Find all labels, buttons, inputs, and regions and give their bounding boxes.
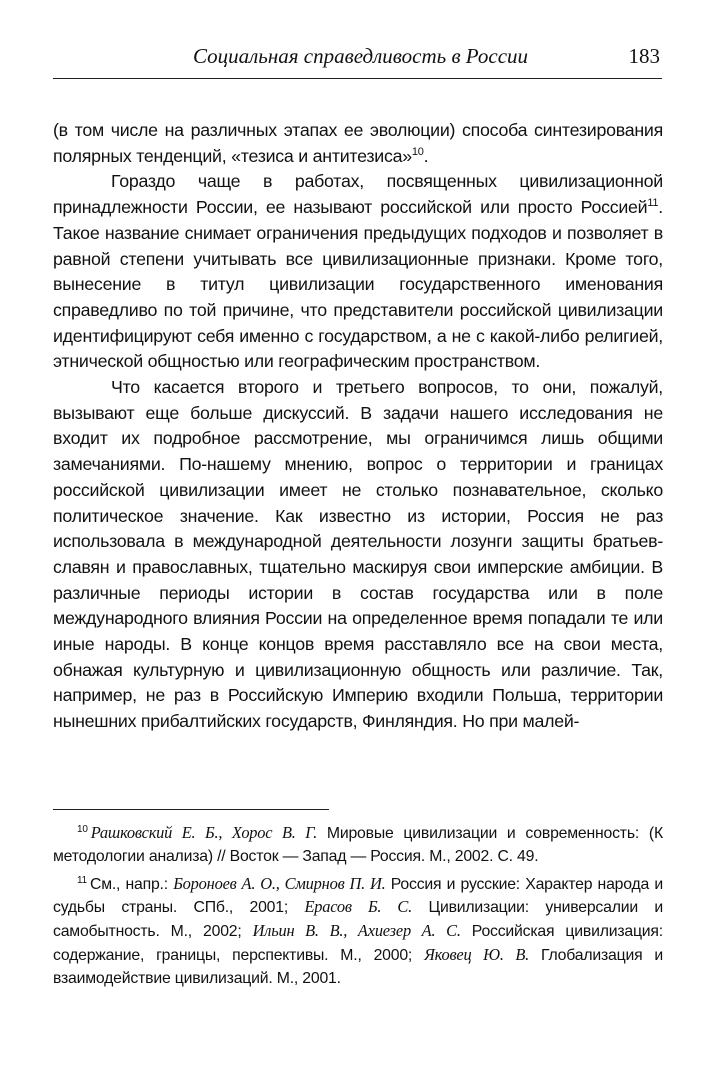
footnote-11: $^{11}$ См., напр.: Бороноев А. О., Смирнов П. И. Россия и русские: Характер народа и судьбы страны. СПб., 2001; Ерасов Б. С. Цивилизации: универсалии и самобытность. М., 2002; Ильин В. В., Ахиезер А. С. Российская цивилизация: содержание, границы, перспективы. М., 2000; Яковец Ю. В. Глобализация и взаимодействие цивилизаций. М., 2001.	[53, 873, 663, 987]
running-header	[53, 44, 662, 79]
footnote-authors: Рашковский Е. Б., Хорос В. Г.	[90, 823, 318, 842]
footnotes	[53, 822, 663, 995]
footnote-authors: Яковец Ю. В.	[424, 944, 530, 964]
running-title: Социальная справедливость в России	[193, 44, 529, 68]
main-text	[53, 118, 663, 735]
footnote-authors: Бороноев А. О., Смирнов П. И.	[173, 873, 386, 893]
footnote-number: 11	[77, 874, 87, 886]
footnote-ref-10[interactable]: 10	[411, 145, 424, 158]
footnote-number: 10	[77, 824, 88, 835]
footnote-separator	[53, 809, 329, 810]
page-number: 183	[628, 44, 660, 68]
paragraph-3: Что касается второго и третьего вопросов, то они, пожалуй, вызывают еще больше дискуссий. В задачи нашего исследования не входит их подробное рассмотрение, мы ограничимся лишь общими замечаниями. По-нашему мнению, вопрос о территории и границах российской цивилизации имеет не столько познавательное, сколько политическое значение. Как известно из истории, Россия не раз использовала в международной деятельности лозунги защиты братьев-славян и православных, тщательно маскируя свои имперские амбиции. В различные периоды истории в состав государства или в поле международного влияния России на определенное время попадали те или иные народы. В конце концов время расставляло все на свои места, обнажая культурную и цивилизационную общность или различие. Так, например, не раз в Российскую Империю входили Польша, территории нынешних прибалтийских государств, Финляндия. Но при малей-	[53, 377, 663, 732]
paragraph-2: Гораздо чаще в работах, посвященных цивилизационной принадлежности России, ее называют российской или просто Россией$^{11}$. Такое название снимает ограничения предыдущих подходов и позволяет в равной степени учитывать все цивилизационные признаки. Кроме того, вынесение в титул цивилизации государственного именования справедливо по той причине, что представители российской цивилизации идентифицируют себя именно с государством, а не с какой-либо религией, этнической общностью или географическим пространством.	[53, 171, 663, 372]
footnote-authors: Ерасов Б. С.	[304, 897, 413, 917]
paragraph-1: (в том числе на различных этапах ее эволюции) способа синтезирования полярных тенденций, «тезиса и антитезиса»$^{10}$.	[53, 120, 663, 166]
footnote-authors: Ильин В. В., Ахиезер А. С.	[252, 921, 461, 941]
footnote-10: $^{10}$ Рашковский Е. Б., Хорос В. Г. Мировые цивилизации и современность: (К методологии анализа) // Восток — Запад — Россия. М., 2002. С. 49.	[53, 823, 663, 865]
footnote-ref-11[interactable]: 11	[647, 197, 659, 210]
